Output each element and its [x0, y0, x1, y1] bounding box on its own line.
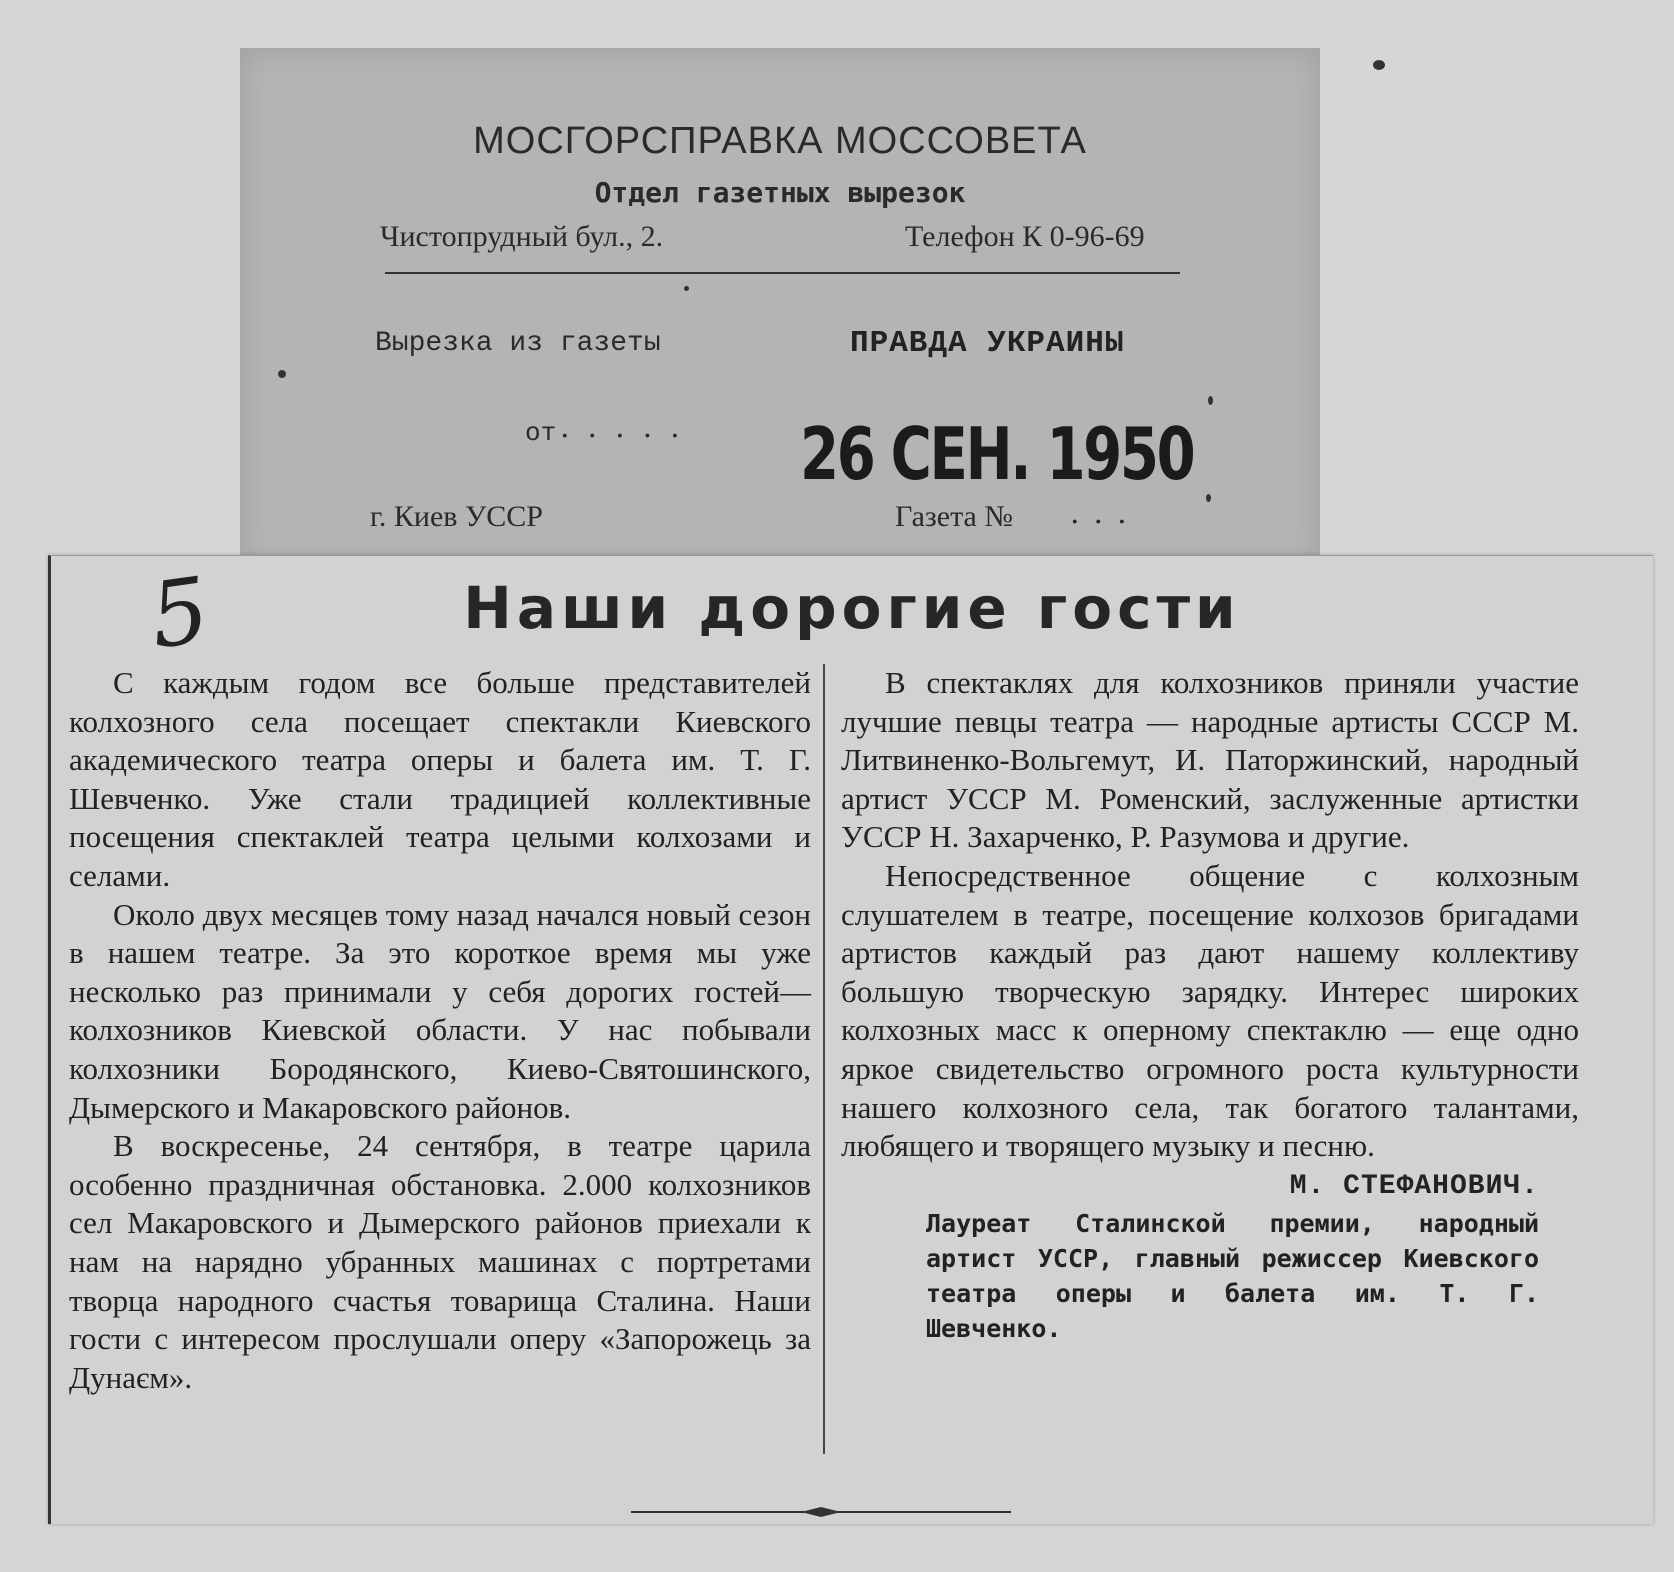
handwritten-mark: 5	[143, 557, 216, 670]
date-stamp: 26 СЕН. 1950	[800, 412, 1194, 496]
article-paragraph: В воскресенье, 24 сентября, в театре царила особенно праздничная обстановка. 2.000 колхозников сел Макаровского и Дымерского районов приехали к нам на нарядно убранных машинах с портретами творца народного счастья товарища Сталина. Наши гости с интересом прослушали оперу «Запорожець за Дунаєм».	[69, 1128, 811, 1395]
agency-phone: Телефон К 0-96-69	[905, 220, 1145, 253]
speck	[278, 370, 286, 378]
gazeta-number-label: Газета №	[895, 500, 1013, 533]
department-subtitle: Отдел газетных вырезок	[594, 176, 966, 209]
column-divider	[823, 664, 825, 1454]
author-name: М. СТЕФАНОВИЧ.	[1289, 1170, 1539, 1202]
article-paragraph: С каждым годом все больше представителей колхозного села посещает спектакли Киевского академического театра оперы и балета им. Т. Г. Шевченко. Уже стали традицией коллективные посещения спектаклей театра целыми колхозами и селами.	[69, 665, 811, 893]
speck	[684, 286, 689, 291]
city-label: г. Киев УССР	[370, 500, 543, 533]
date-dots: .....	[560, 410, 698, 445]
gazeta-dots: ...	[1070, 496, 1141, 531]
agency-address: Чистопрудный бул., 2.	[380, 220, 664, 253]
label-divider	[385, 272, 1180, 274]
agency-title: МОСГОРСПРАВКА МОССОВЕТА	[473, 120, 1087, 162]
author-role: Лауреат Сталинской премии, народный артист УССР, главный режиссер Киевского театра оперы и балета им. Т. Г. Шевченко.	[926, 1209, 1539, 1344]
article-paragraph: В спектаклях для колхозников приняли участие лучшие певцы театра — народные артисты СССР М. Литвиненко-Вольгемут, И. Паторжинский, народный артист УССР М. Роменский, заслуженные артистки УССР Н. Захарченко, Р. Разумова и другие.	[841, 665, 1579, 855]
article-clipping	[48, 555, 1653, 1524]
article-paragraph: Непосредственное общение с колхозным слушателем в театре, посещение колхозов бригадами артистов каждый раз дают нашему коллективу большую творческую зарядку. Интерес широких колхозных масс к оперному спектаклю — еще одно яркое свидетельство огромного роста культурности нашего колхозного села, так богатого талантами, любящего и творящего музыку и песню.	[841, 857, 1579, 1164]
article-paragraph: Около двух месяцев тому назад начался новый сезон в нашем театре. За это короткое время мы уже несколько раз принимали у себя дорогих гостей—колхозников Киевской области. У нас побывали колхозники Бородянского, Киево-Святошинского, Дымерского и Макаровского районов.	[69, 896, 811, 1125]
speck	[1373, 60, 1385, 70]
newspaper-name: ПРАВДА УКРАИНЫ	[850, 326, 1125, 361]
speck	[1206, 494, 1211, 502]
bottom-ornament	[631, 1506, 1011, 1518]
clip-from-label: Вырезка из газеты	[375, 328, 661, 359]
from-label: от	[525, 418, 557, 448]
article-title: Наши дорогие гости	[463, 574, 1241, 642]
clipping-label-card	[240, 48, 1320, 568]
speck	[1208, 396, 1213, 405]
article-left-column	[69, 664, 811, 1397]
article-right-column	[841, 664, 1579, 1346]
